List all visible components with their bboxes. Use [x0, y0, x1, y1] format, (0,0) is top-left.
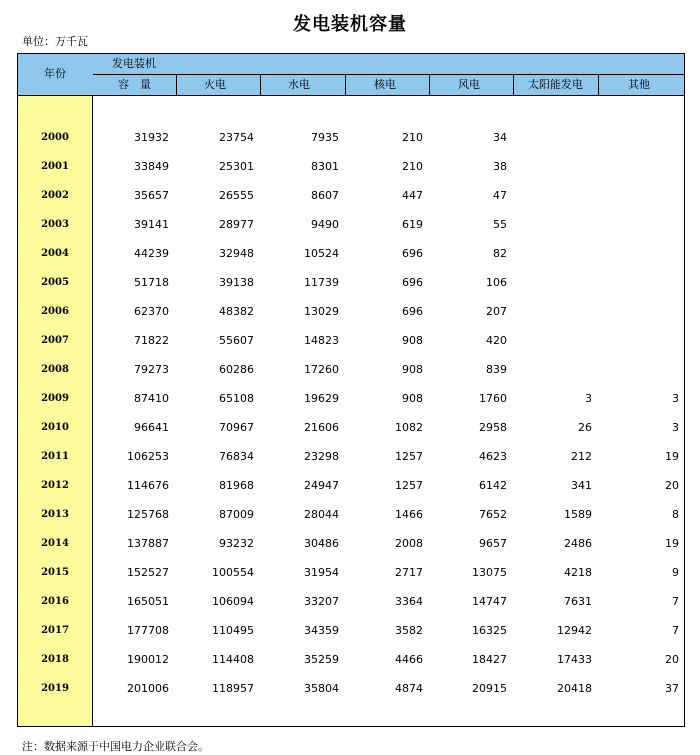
capacity-cell: 114676: [127, 479, 169, 492]
other-cell: 19: [665, 537, 679, 550]
table-row: [18, 385, 684, 414]
wind-cell: 420: [486, 334, 507, 347]
year-cell: 2001: [41, 161, 69, 172]
other-cell: 8: [672, 508, 679, 521]
header-separator: [513, 74, 514, 95]
year-cell: 2006: [41, 306, 69, 317]
solar-cell: 26: [578, 421, 592, 434]
nuclear-cell: 447: [402, 189, 423, 202]
table-row: [18, 646, 684, 675]
year-cell: 2004: [41, 248, 69, 259]
hydro-cell: 34359: [304, 624, 339, 637]
year-cell: 2018: [41, 654, 69, 665]
other-cell: 20: [665, 479, 679, 492]
other-cell: 7: [672, 624, 679, 637]
hydro-cell: 35804: [304, 682, 339, 695]
nuclear-cell: 2717: [395, 566, 423, 579]
thermal-cell: 76834: [219, 450, 254, 463]
table-row: [18, 269, 684, 298]
nuclear-cell: 3364: [395, 595, 423, 608]
hydro-cell: 9490: [311, 218, 339, 231]
other-cell: 20: [665, 653, 679, 666]
wind-cell: 106: [486, 276, 507, 289]
table-row: [18, 211, 684, 240]
nuclear-cell: 908: [402, 334, 423, 347]
thermal-cell: 65108: [219, 392, 254, 405]
wind-cell: 16325: [472, 624, 507, 637]
header-wind: 风电: [458, 78, 480, 91]
wind-cell: 14747: [472, 595, 507, 608]
thermal-cell: 87009: [219, 508, 254, 521]
hydro-cell: 14823: [304, 334, 339, 347]
hydro-cell: 17260: [304, 363, 339, 376]
wind-cell: 2958: [479, 421, 507, 434]
year-cell: 2015: [41, 567, 69, 578]
capacity-cell: 190012: [127, 653, 169, 666]
year-cell: 2019: [41, 683, 69, 694]
nuclear-cell: 1257: [395, 450, 423, 463]
hydro-cell: 24947: [304, 479, 339, 492]
solar-cell: 1589: [564, 508, 592, 521]
capacity-cell: 62370: [134, 305, 169, 318]
hydro-cell: 10524: [304, 247, 339, 260]
other-cell: 9: [672, 566, 679, 579]
thermal-cell: 32948: [219, 247, 254, 260]
capacity-cell: 51718: [134, 276, 169, 289]
wind-cell: 18427: [472, 653, 507, 666]
header-group: 发电装机: [112, 57, 156, 70]
thermal-cell: 93232: [219, 537, 254, 550]
thermal-cell: 81968: [219, 479, 254, 492]
wind-cell: 82: [493, 247, 507, 260]
thermal-cell: 100554: [212, 566, 254, 579]
thermal-cell: 26555: [219, 189, 254, 202]
table-row: [18, 559, 684, 588]
capacity-cell: 79273: [134, 363, 169, 376]
nuclear-cell: 1082: [395, 421, 423, 434]
table-row: [18, 675, 684, 704]
nuclear-cell: 210: [402, 160, 423, 173]
thermal-cell: 118957: [212, 682, 254, 695]
header-thermal: 火电: [204, 78, 226, 91]
hydro-cell: 8301: [311, 160, 339, 173]
wind-cell: 1760: [479, 392, 507, 405]
thermal-cell: 60286: [219, 363, 254, 376]
wind-cell: 7652: [479, 508, 507, 521]
hydro-cell: 23298: [304, 450, 339, 463]
header-hydro: 水电: [288, 78, 310, 91]
header-separator: [429, 74, 430, 95]
solar-cell: 20418: [557, 682, 592, 695]
year-cell: 2011: [41, 451, 69, 462]
nuclear-cell: 908: [402, 363, 423, 376]
solar-cell: 4218: [564, 566, 592, 579]
wind-cell: 839: [486, 363, 507, 376]
year-cell: 2005: [41, 277, 69, 288]
year-cell: 2010: [41, 422, 69, 433]
hydro-cell: 30486: [304, 537, 339, 550]
hydro-cell: 33207: [304, 595, 339, 608]
table-row: [18, 240, 684, 269]
capacity-cell: 125768: [127, 508, 169, 521]
capacity-cell: 39141: [134, 218, 169, 231]
nuclear-cell: 908: [402, 392, 423, 405]
header-separator: [598, 74, 599, 95]
other-cell: 7: [672, 595, 679, 608]
nuclear-cell: 696: [402, 247, 423, 260]
solar-cell: 341: [571, 479, 592, 492]
capacity-cell: 31932: [134, 131, 169, 144]
table-row: [18, 356, 684, 385]
capacity-cell: 87410: [134, 392, 169, 405]
hydro-cell: 7935: [311, 131, 339, 144]
capacity-cell: 201006: [127, 682, 169, 695]
hydro-cell: 13029: [304, 305, 339, 318]
year-cell: 2007: [41, 335, 69, 346]
header-separator: [260, 74, 261, 95]
year-cell: 2000: [41, 132, 69, 143]
hydro-cell: 31954: [304, 566, 339, 579]
nuclear-cell: 696: [402, 305, 423, 318]
nuclear-cell: 3582: [395, 624, 423, 637]
capacity-cell: 96641: [134, 421, 169, 434]
nuclear-cell: 1257: [395, 479, 423, 492]
hydro-cell: 21606: [304, 421, 339, 434]
year-cell: 2017: [41, 625, 69, 636]
header-nuclear: 核电: [374, 78, 396, 91]
year-cell: 2002: [41, 190, 69, 201]
table-row: [18, 501, 684, 530]
wind-cell: 20915: [472, 682, 507, 695]
hydro-cell: 19629: [304, 392, 339, 405]
capacity-cell: 44239: [134, 247, 169, 260]
header-separator: [176, 74, 177, 95]
table-row: [18, 414, 684, 443]
wind-cell: 13075: [472, 566, 507, 579]
year-cell: 2003: [41, 219, 69, 230]
capacity-cell: 137887: [127, 537, 169, 550]
year-cell: 2013: [41, 509, 69, 520]
hydro-cell: 11739: [304, 276, 339, 289]
nuclear-cell: 4466: [395, 653, 423, 666]
table-row: [18, 153, 684, 182]
wind-cell: 6142: [479, 479, 507, 492]
thermal-cell: 48382: [219, 305, 254, 318]
table-row: [18, 588, 684, 617]
page-title: 发电装机容量: [293, 14, 407, 35]
other-cell: 3: [672, 421, 679, 434]
year-cell: 2009: [41, 393, 69, 404]
wind-cell: 47: [493, 189, 507, 202]
header-capacity: 容 量: [118, 78, 151, 91]
year-cell: 2016: [41, 596, 69, 607]
capacity-cell: 106253: [127, 450, 169, 463]
wind-cell: 4623: [479, 450, 507, 463]
hydro-cell: 28044: [304, 508, 339, 521]
capacity-cell: 71822: [134, 334, 169, 347]
data-table: [17, 53, 685, 727]
capacity-cell: 177708: [127, 624, 169, 637]
table-row: [18, 617, 684, 646]
table-row: [18, 124, 684, 153]
header-divider: [93, 74, 684, 75]
wind-cell: 207: [486, 305, 507, 318]
solar-cell: 3: [585, 392, 592, 405]
unit-label: 单位：万千瓦: [22, 35, 88, 48]
year-cell: 2008: [41, 364, 69, 375]
capacity-cell: 35657: [134, 189, 169, 202]
table-row: [18, 472, 684, 501]
thermal-cell: 114408: [212, 653, 254, 666]
thermal-cell: 25301: [219, 160, 254, 173]
year-cell: 2014: [41, 538, 69, 549]
header-year: 年份: [44, 67, 66, 80]
header-other: 其他: [628, 78, 650, 91]
year-cell: 2012: [41, 480, 69, 491]
thermal-cell: 55607: [219, 334, 254, 347]
wind-cell: 38: [493, 160, 507, 173]
hydro-cell: 8607: [311, 189, 339, 202]
other-cell: 3: [672, 392, 679, 405]
other-cell: 37: [665, 682, 679, 695]
capacity-cell: 152527: [127, 566, 169, 579]
table-header: [18, 54, 684, 96]
hydro-cell: 35259: [304, 653, 339, 666]
header-solar: 太阳能发电: [528, 78, 583, 91]
nuclear-cell: 210: [402, 131, 423, 144]
thermal-cell: 28977: [219, 218, 254, 231]
solar-cell: 12942: [557, 624, 592, 637]
solar-cell: 7631: [564, 595, 592, 608]
wind-cell: 9657: [479, 537, 507, 550]
thermal-cell: 39138: [219, 276, 254, 289]
solar-cell: 2486: [564, 537, 592, 550]
nuclear-cell: 4874: [395, 682, 423, 695]
nuclear-cell: 1466: [395, 508, 423, 521]
table-row: [18, 182, 684, 211]
nuclear-cell: 2008: [395, 537, 423, 550]
wind-cell: 34: [493, 131, 507, 144]
table-row: [18, 327, 684, 356]
header-separator: [345, 74, 346, 95]
source-note: 注：数据来源于中国电力企业联合会。: [22, 740, 209, 753]
capacity-cell: 165051: [127, 595, 169, 608]
thermal-cell: 70967: [219, 421, 254, 434]
nuclear-cell: 619: [402, 218, 423, 231]
table-row: [18, 443, 684, 472]
thermal-cell: 106094: [212, 595, 254, 608]
solar-cell: 212: [571, 450, 592, 463]
nuclear-cell: 696: [402, 276, 423, 289]
wind-cell: 55: [493, 218, 507, 231]
capacity-cell: 33849: [134, 160, 169, 173]
thermal-cell: 23754: [219, 131, 254, 144]
other-cell: 19: [665, 450, 679, 463]
solar-cell: 17433: [557, 653, 592, 666]
table-row: [18, 530, 684, 559]
table-row: [18, 298, 684, 327]
thermal-cell: 110495: [212, 624, 254, 637]
